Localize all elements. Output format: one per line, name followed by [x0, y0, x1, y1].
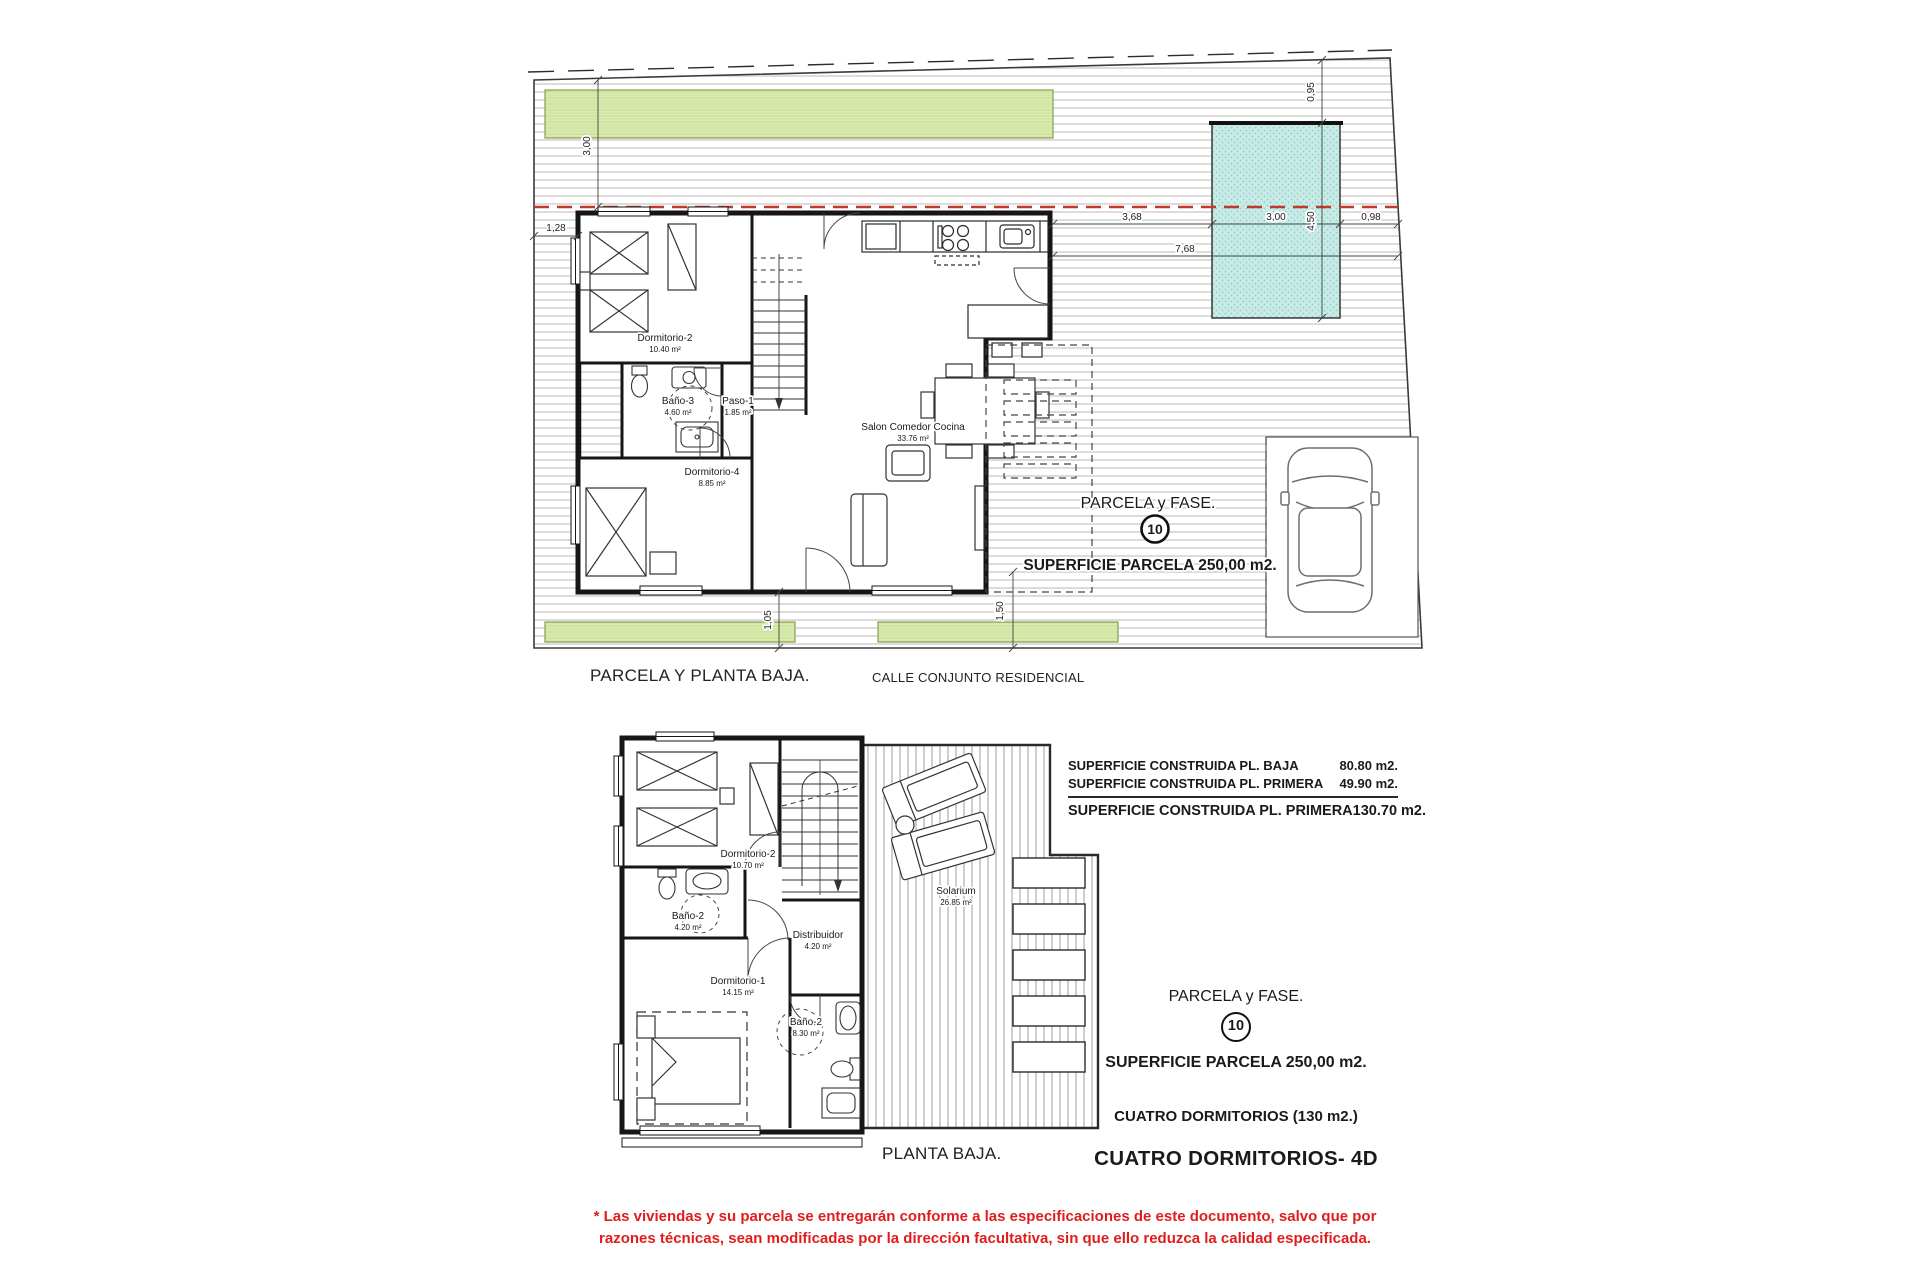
summary-bedrooms: CUATRO DORMITORIOS (130 m2.)	[1114, 1108, 1358, 1125]
svg-text:1.85 m²: 1.85 m²	[724, 408, 752, 417]
upper-plan	[528, 50, 1422, 652]
svg-text:Dormitorio-1: Dormitorio-1	[710, 976, 766, 987]
built-surface-table	[1068, 757, 1427, 820]
green-strip-top	[545, 90, 1053, 138]
upper-plan-caption: PARCELA Y PLANTA BAJA.	[590, 666, 810, 685]
dining-table	[921, 364, 1049, 458]
svg-text:Dormitorio-4: Dormitorio-4	[684, 467, 740, 478]
surface-row	[1068, 775, 1398, 798]
side-recess	[580, 363, 622, 458]
surface-value: 49.90 m2.	[1339, 776, 1398, 791]
disclaimer	[480, 1206, 1490, 1250]
summary-parcel-label: PARCELA y FASE.	[1168, 988, 1304, 1005]
car	[1281, 448, 1379, 612]
svg-text:0,95: 0,95	[1306, 82, 1317, 102]
svg-text:Dormitorio-2: Dormitorio-2	[637, 333, 693, 344]
svg-text:4,50: 4,50	[1306, 211, 1317, 231]
surface-label: SUPERFICIE CONSTRUIDA PL. PRIMERA	[1068, 776, 1324, 791]
surface-value: 130.70 m2.	[1352, 803, 1427, 819]
kitchen-sink	[1000, 225, 1034, 248]
svg-text:4.60 m²: 4.60 m²	[664, 408, 692, 417]
summary-parcel-number: 10	[1221, 1012, 1251, 1042]
parcel-area-label: SUPERFICIE PARCELA 250,00 m2.	[1023, 557, 1277, 574]
street-caption: CALLE CONJUNTO RESIDENCIAL	[872, 670, 1085, 685]
summary-model: CUATRO DORMITORIOS- 4D	[1094, 1147, 1378, 1170]
svg-text:8.85 m²: 8.85 m²	[698, 479, 726, 488]
green-strip-bottom-left	[545, 622, 795, 642]
summary-block	[1056, 988, 1416, 1171]
svg-text:8.30 m²: 8.30 m²	[792, 1029, 820, 1038]
svg-text:1,28: 1,28	[546, 223, 566, 234]
svg-text:7,68: 7,68	[1175, 244, 1195, 255]
green-strip-bottom-right	[878, 622, 1118, 642]
svg-text:3,68: 3,68	[1122, 212, 1142, 223]
svg-text:Baño-2: Baño-2	[671, 911, 705, 922]
surface-label: SUPERFICIE CONSTRUIDA PL. PRIMERA	[1068, 803, 1353, 819]
parcel-number: 10	[1147, 521, 1163, 537]
house-ground-floor	[571, 207, 1050, 595]
svg-text:3,00: 3,00	[1266, 212, 1286, 223]
disclaimer-line1: * Las viviendas y su parcela se entregarán conforme a las especificaciones de este documento, salvo que por	[593, 1208, 1377, 1225]
surface-row	[1068, 798, 1427, 820]
svg-text:3,00: 3,00	[582, 136, 593, 156]
svg-text:33.76 m²: 33.76 m²	[897, 434, 929, 443]
svg-text:Dormitorio-2: Dormitorio-2	[720, 849, 776, 860]
lower-plan	[614, 732, 1098, 1147]
svg-text:Solarium: Solarium	[936, 886, 976, 897]
surface-label: SUPERFICIE CONSTRUIDA PL. BAJA	[1068, 758, 1299, 773]
svg-text:26.85 m²: 26.85 m²	[940, 898, 972, 907]
svg-text:1,05: 1,05	[763, 610, 774, 630]
svg-text:10.70 m²: 10.70 m²	[732, 861, 764, 870]
svg-text:Baño-2: Baño-2	[789, 1017, 823, 1028]
svg-text:14.15 m²: 14.15 m²	[722, 988, 754, 997]
svg-text:1,50: 1,50	[995, 601, 1006, 621]
svg-text:Distribuidor: Distribuidor	[792, 930, 844, 941]
surface-row	[1068, 757, 1398, 775]
svg-text:0,98: 0,98	[1361, 212, 1381, 223]
surface-value: 80.80 m2.	[1339, 758, 1398, 773]
summary-parcel-area: SUPERFICIE PARCELA 250,00 m2.	[1105, 1054, 1367, 1071]
svg-text:Paso-1: Paso-1	[722, 396, 754, 407]
svg-text:Salon Comedor Cocina: Salon Comedor Cocina	[861, 422, 965, 433]
svg-text:4.20 m²: 4.20 m²	[804, 942, 832, 951]
svg-text:10.40 m²: 10.40 m²	[649, 345, 681, 354]
parking-area	[1266, 437, 1418, 637]
disclaimer-line2: razones técnicas, sean modificadas por la dirección facultativa, sin que ello reduzca la calidad especificada.	[599, 1230, 1371, 1247]
svg-text:4.20 m²: 4.20 m²	[674, 923, 702, 932]
svg-text:Baño-3: Baño-3	[661, 396, 695, 407]
lower-plan-caption: PLANTA BAJA.	[882, 1144, 1002, 1163]
parcel-fase-label: PARCELA y FASE.	[1080, 495, 1216, 512]
